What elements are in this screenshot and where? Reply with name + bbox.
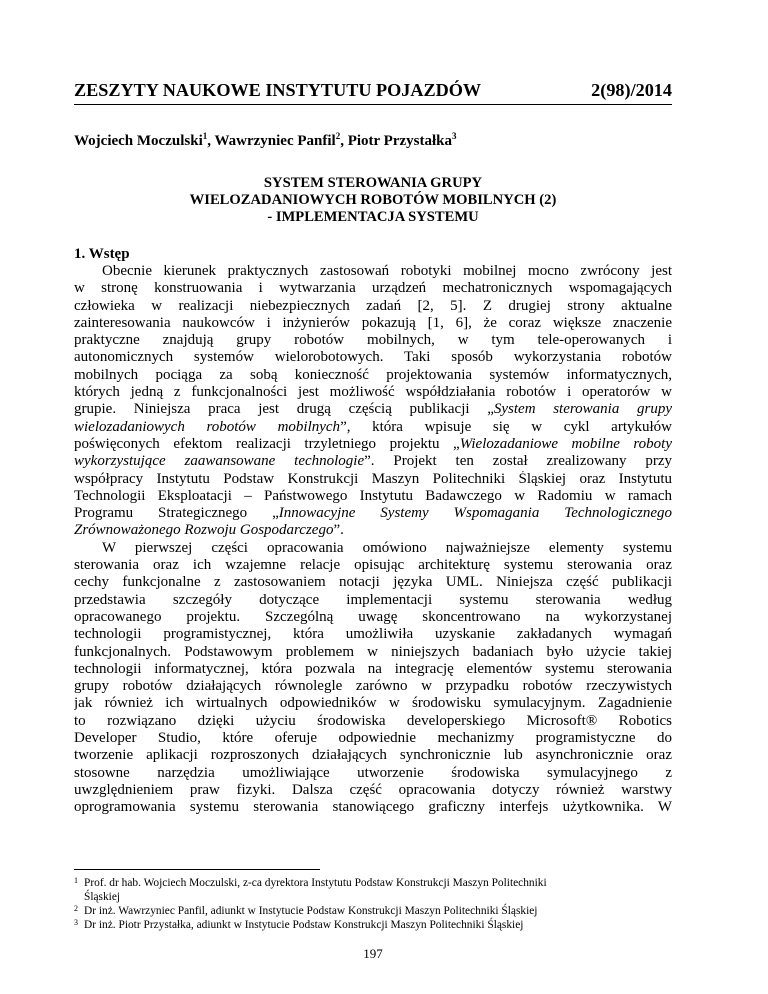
footnote-mark: 1 — [74, 876, 78, 885]
body-line — [74, 505, 672, 522]
body-line — [74, 574, 672, 591]
text-run: poświęconych efektom realizacji trzyletniego projektu „ — [74, 435, 460, 452]
text-run: Obecnie kierunek praktycznych zastosowań robotyki mobilnej mocno zwrócony jest — [102, 263, 672, 279]
text-run: człowieka w realizacji niebezpiecznych zadań [2, 5]. Z drugiej strony aktualne — [74, 297, 672, 314]
text-run: uwzględnieniem praw fizyki. Dalsza część opracowania dotyczy również warstwy — [74, 781, 672, 798]
italic-text: wykorzystujące zaawansowane technologie — [74, 453, 365, 470]
footnote-mark: 2 — [74, 904, 78, 913]
running-header — [74, 80, 672, 105]
body-line — [74, 401, 672, 418]
text-run: ”. Projekt ten został zrealizowany przy — [364, 453, 672, 470]
body-line — [74, 609, 672, 626]
author-separator: , — [340, 133, 348, 149]
italic-text: System sterowania grupy — [493, 401, 672, 418]
body-line — [74, 488, 672, 505]
body-line — [74, 592, 672, 609]
body-line — [74, 644, 672, 661]
italic-text: Innowacyjne Systemy Wspomagania Technologicznego — [278, 505, 672, 522]
text-run: funkcjonalnych. Podstawowym problemem w niniejszych badaniach było użycie takiej — [74, 643, 672, 660]
author-name: Wawrzyniec Panfil — [214, 133, 336, 149]
section-heading: 1. Wstęp — [74, 246, 130, 262]
body-line — [74, 557, 672, 574]
author-separator: , — [207, 133, 215, 149]
text-run: których jedną z funkcjonalności jest możliwość współdziałania robotów i operatorów w — [74, 384, 672, 401]
footnote-line — [74, 918, 672, 932]
journal-name: ZESZYTY NAUKOWE INSTYTUTU POJAZDÓW — [74, 80, 482, 100]
body-text — [74, 263, 672, 817]
title-line: - IMPLEMENTACJA SYSTEMU — [267, 209, 479, 225]
footnote-text: Dr inż. Piotr Przystałka, adiunkt w Instytucie Podstaw Konstrukcji Maszyn Politechniki Śląskiej — [84, 919, 524, 931]
body-line — [74, 471, 672, 488]
page-number: 197 — [363, 946, 383, 961]
body-line — [74, 799, 672, 816]
text-run: mobilnych pociąga za sobą konieczność projektowania systemów informatycznych, — [74, 366, 672, 383]
body-line — [74, 332, 672, 349]
title-line: SYSTEM STEROWANIA GRUPY — [263, 175, 483, 191]
author-footnote-mark: 2 — [335, 131, 341, 141]
author-footnote-mark: 1 — [202, 131, 208, 141]
author-list — [74, 133, 457, 150]
text-run: autonomicznych systemów wielorobotowych. Taki sposób wykorzystania robotów — [74, 349, 672, 366]
body-line — [74, 747, 672, 764]
footnote-line — [74, 876, 672, 890]
footnote-rule — [74, 869, 320, 870]
body-line — [74, 782, 672, 799]
body-line — [74, 263, 672, 280]
body-line — [74, 349, 672, 366]
italic-text: Zrównoważonego Rozwoju Gospodarczego — [74, 522, 334, 539]
text-run: Technologii Eksploatacji – Państwowego Instytutu Badawczego w Radomiu w ramach — [74, 487, 672, 504]
issue-number: 2(98)/2014 — [591, 80, 672, 100]
body-line — [74, 298, 672, 315]
body-line — [74, 695, 672, 712]
footnotes — [74, 876, 672, 932]
text-run: ”, która wpisuje się w cykl artykułów — [340, 418, 672, 435]
text-run: współpracy Instytutu Podstaw Konstrukcji Maszyn Politechniki Śląskiej oraz Instytutu — [74, 470, 672, 487]
body-line — [74, 765, 672, 782]
footnote-text: Dr inż. Wawrzyniec Panfil, adiunkt w Instytucie Podstaw Konstrukcji Maszyn Politechniki Śląskiej — [84, 905, 538, 917]
author-name: Piotr Przystałka — [347, 133, 452, 149]
footnote-line — [74, 904, 672, 918]
body-line — [74, 436, 672, 453]
paper-title — [74, 175, 672, 226]
text-run: to rozwiązano dzięki użyciu środowiska developerskiego Microsoft® Robotics — [74, 712, 672, 729]
body-line — [74, 713, 672, 730]
body-line — [74, 384, 672, 401]
text-run: cechy funkcjonalne z zastosowaniem notacji języka UML. Niniejsza część publikacji — [74, 574, 672, 591]
body-line — [74, 540, 672, 557]
text-run: w stronę konstruowania i wytwarzania urządzeń mechatronicznych wspomagających — [74, 280, 672, 297]
footnote-text: Prof. dr hab. Wojciech Moczulski, z-ca dyrektora Instytutu Podstaw Konstrukcji Maszyn Politechniki — [84, 877, 547, 889]
text-run: sterowania oraz ich wzajemne relacje opisując architekturę systemu sterowania oraz — [74, 557, 672, 574]
text-run: technologii programistycznej, która umożliwiła uzyskanie zakładanych wymagań — [74, 626, 672, 643]
body-line — [74, 367, 672, 384]
text-run: praktyczne znajdują grupy robotów mobilnych, w tym tele-operowanych i — [74, 332, 672, 349]
body-line — [74, 661, 672, 678]
author-footnote-mark: 3 — [452, 131, 457, 141]
text-run: jak również ich wirtualnych odpowiedników w środowisku symulacyjnym. Zagadnienie — [74, 695, 672, 712]
italic-text: wielozadaniowych robotów mobilnych — [74, 418, 341, 435]
text-run: tworzenie aplikacji rozproszonych działających synchronicznie lub asynchronicznie oraz — [74, 747, 672, 764]
footnote-text: Śląskiej — [84, 891, 121, 903]
footnote-mark: 3 — [74, 918, 78, 927]
italic-text: Wielozadaniowe mobilne roboty — [459, 435, 672, 452]
author-name: Wojciech Moczulski — [74, 133, 203, 149]
body-line — [74, 453, 672, 470]
title-line: WIELOZADANIOWYCH ROBOTÓW MOBILNYCH (2) — [189, 192, 557, 208]
text-run: ”. — [333, 522, 344, 539]
body-line — [74, 419, 672, 436]
text-run: Developer Studio, które oferuje odpowiednie mechanizmy programistyczne do — [74, 730, 672, 747]
body-line — [74, 280, 672, 297]
text-run: oprogramowania systemu sterowania stanowiącego graficzny interfejs użytkownika. W — [74, 799, 672, 816]
body-line — [74, 522, 672, 539]
text-run: przedstawia szczegóły dotyczące implementacji systemu sterowania według — [74, 591, 672, 608]
body-line — [74, 315, 672, 332]
text-run: Programu Strategicznego „ — [74, 505, 279, 522]
text-run: W pierwszej części opracowania omówiono najważniejsze elementy systemu — [102, 539, 672, 556]
text-run: technologii informatycznej, która pozwala na integrację elementów systemu sterowania — [74, 660, 672, 677]
body-line — [74, 678, 672, 695]
footnote-line — [74, 890, 672, 904]
text-run: stosowne narzędzia umożliwiające utworzenie środowiska symulacyjnego z — [74, 764, 672, 781]
text-run: opracowanego projektu. Szczególną uwagę skoncentrowano na wykorzystanej — [74, 608, 672, 625]
body-line — [74, 626, 672, 643]
body-line — [74, 730, 672, 747]
text-run: grupy robotów działających równolegle zarówno w przypadku robotów rzeczywistych — [74, 678, 672, 695]
text-run: zainteresowania naukowców i inżynierów pokazują [1, 6], że coraz większe znaczenie — [74, 314, 672, 331]
text-run: grupie. Niniejsza praca jest drugą częścią publikacji „ — [74, 401, 494, 418]
